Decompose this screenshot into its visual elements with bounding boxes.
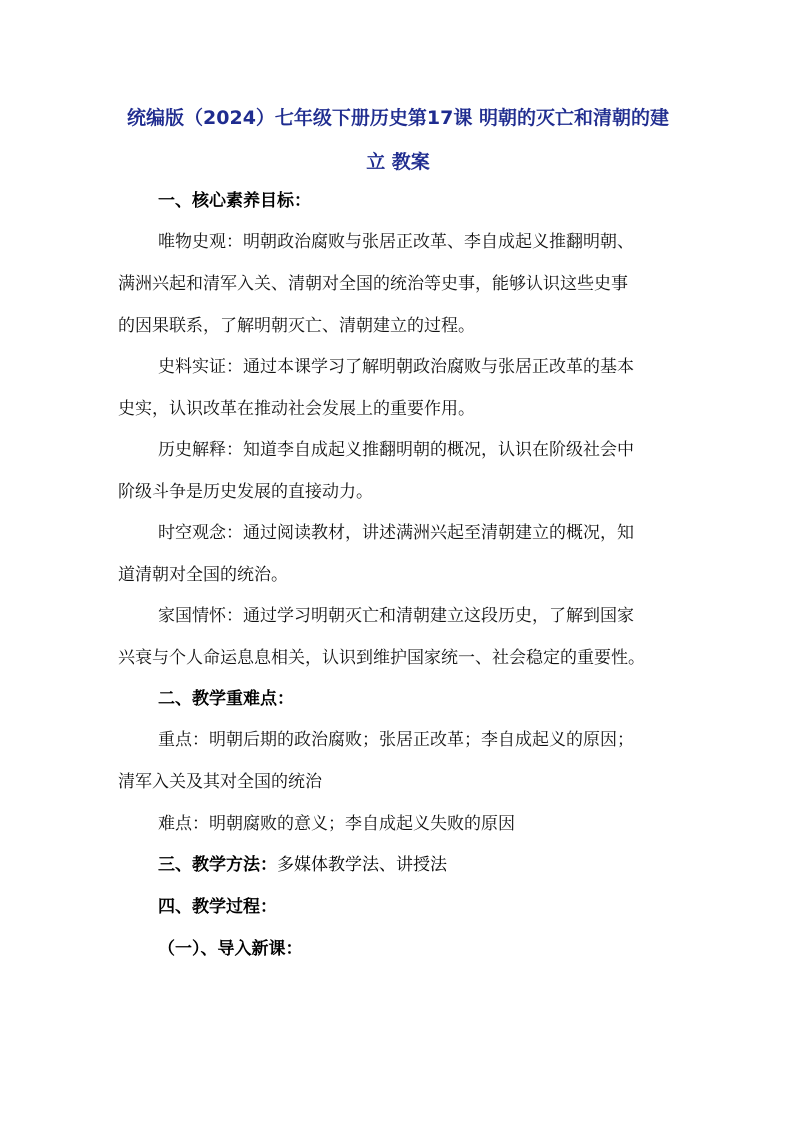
paragraph-interpretation-line-1: 历史解释：知道李自成起义推翻明朝的概况，认识在阶级社会中 <box>158 440 634 460</box>
document-title-line-1: 统编版（2024）七年级下册历史第17课 明朝的灭亡和清朝的建 <box>127 107 669 129</box>
paragraph-patriotism-line-1: 家国情怀：通过学习明朝灭亡和清朝建立这段历史，了解到国家 <box>158 606 634 626</box>
subsection-heading-introduction: （一）、导入新课： <box>158 939 303 959</box>
paragraph-materialism-line-2: 满洲兴起和清军入关、清朝对全国的统治等史事，能够认识这些史事 <box>118 274 628 294</box>
key-points-line-2: 清军入关及其对全国的统治 <box>118 772 322 792</box>
teaching-methods-label: 三、教学方法： <box>158 855 277 875</box>
paragraph-time-space-line-2: 道清朝对全国的统治。 <box>118 565 288 585</box>
document-title-line-2: 立 教案 <box>366 151 430 173</box>
paragraph-materialism-line-1: 唯物史观：明朝政治腐败与张居正改革、李自成起义推翻明朝、 <box>158 232 634 252</box>
paragraph-time-space-line-1: 时空观念：通过阅读教材，讲述满洲兴起至清朝建立的概况，知 <box>158 523 634 543</box>
section-heading-key-difficult: 二、教学重难点： <box>158 689 294 709</box>
section-heading-teaching-process: 四、教学过程： <box>158 897 277 917</box>
paragraph-evidence-line-2: 史实，认识改革在推动社会发展上的重要作用。 <box>118 399 475 419</box>
key-points-line-1: 重点：明朝后期的政治腐败；张居正改革；李自成起义的原因； <box>158 730 634 750</box>
paragraph-materialism-line-3: 的因果联系，了解明朝灭亡、清朝建立的过程。 <box>118 316 475 336</box>
paragraph-interpretation-line-2: 阶级斗争是历史发展的直接动力。 <box>118 482 373 502</box>
section-heading-teaching-methods <box>158 854 447 876</box>
paragraph-evidence-line-1: 史料实证：通过本课学习了解明朝政治腐败与张居正改革的基本 <box>158 357 634 377</box>
teaching-methods-text: 多媒体教学法、讲授法 <box>277 855 447 875</box>
difficult-points-line: 难点：明朝腐败的意义；李自成起义失败的原因 <box>158 814 515 834</box>
paragraph-patriotism-line-2: 兴衰与个人命运息息相关，认识到维护国家统一、社会稳定的重要性。 <box>118 648 645 668</box>
section-heading-core-goals: 一、核心素养目标： <box>158 191 311 211</box>
